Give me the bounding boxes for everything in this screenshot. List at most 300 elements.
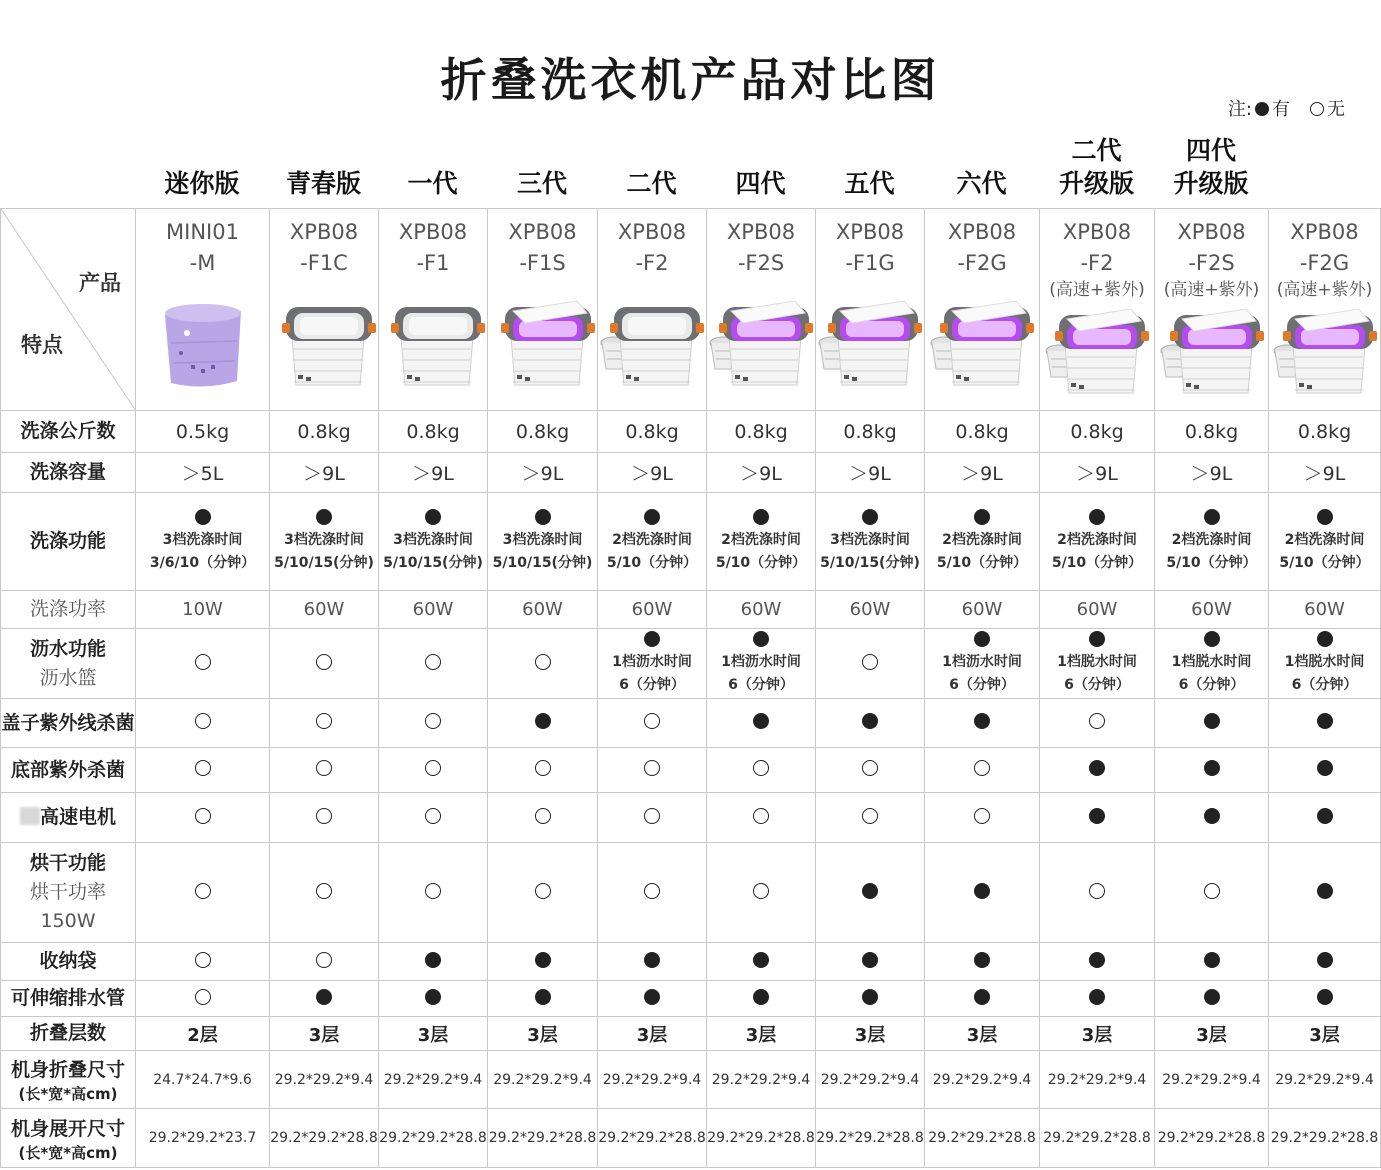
empty-circle-icon	[753, 883, 769, 899]
empty-circle-icon	[425, 713, 441, 729]
value-cell: 60W	[270, 591, 379, 629]
empty-circle-icon	[535, 883, 551, 899]
row-label	[1, 493, 136, 591]
feature-note: 6（分钟）	[949, 676, 1015, 693]
empty-circle-icon	[425, 760, 441, 776]
version-text	[844, 167, 894, 200]
value-cell: 29.2*29.2*28.8	[1269, 1109, 1381, 1168]
mark-cell	[925, 699, 1040, 748]
value-cell: ＞9L	[1155, 453, 1269, 493]
model-name	[1155, 209, 1268, 301]
empty-circle-icon	[1089, 713, 1105, 729]
value-cell: 0.8kg	[1269, 411, 1381, 453]
product-image	[816, 293, 924, 397]
filled-dot-icon	[644, 989, 660, 1005]
value-cell: 3层	[925, 1017, 1040, 1051]
feature-note: 5/10（分钟）	[1279, 554, 1370, 571]
dry-function-row	[1, 843, 1381, 943]
row-label-text	[1, 849, 135, 878]
row-label-text	[1, 1115, 135, 1144]
filled-dot-icon	[535, 509, 551, 525]
mark-cell	[488, 981, 598, 1017]
feature-note: 6（分钟）	[1178, 676, 1245, 693]
model-name	[379, 209, 487, 279]
mark-wrap	[707, 631, 815, 651]
value-cell: 60W	[379, 591, 488, 629]
row-label-text	[1, 803, 135, 832]
product-cell	[1155, 209, 1269, 411]
comparison-table	[0, 208, 1381, 1168]
value-cell: ＞9L	[488, 453, 598, 493]
empty-circle-icon	[195, 760, 211, 776]
version-line: 迷你版	[164, 169, 240, 198]
model-line: -F2G	[1299, 251, 1350, 275]
row-label-main: 烘干功能	[29, 852, 106, 874]
version-label	[1039, 136, 1154, 208]
row-label-text	[1, 1019, 135, 1048]
mark-cell	[270, 793, 379, 843]
filled-dot-icon	[1317, 509, 1333, 525]
value-cell: 29.2*29.2*28.8	[1155, 1109, 1269, 1168]
product-image	[136, 293, 269, 397]
blurred-brand	[20, 807, 40, 825]
washer-image	[1273, 301, 1377, 401]
mark-cell	[379, 699, 488, 748]
filled-dot-icon	[316, 989, 332, 1005]
feature-note: 1档沥水时间	[721, 653, 801, 670]
version-label	[924, 140, 1039, 208]
mark-cell	[270, 843, 379, 943]
row-label	[1, 411, 136, 453]
feature-note: 1档脱水时间	[1284, 653, 1365, 670]
row-label	[1, 1109, 136, 1168]
drain-hose-row	[1, 981, 1381, 1017]
washer-image	[381, 293, 485, 393]
row-label-main: 洗涤功能	[29, 530, 106, 552]
legend-prefix: 注:	[1227, 99, 1252, 120]
value-cell: ＞9L	[707, 453, 816, 493]
product-image	[598, 293, 706, 397]
empty-circle-icon	[644, 713, 660, 729]
filled-dot-icon	[195, 509, 211, 525]
mark-cell	[379, 843, 488, 943]
empty-circle-icon	[316, 952, 332, 968]
empty-circle-icon	[195, 883, 211, 899]
feature-note: 5/10（分钟）	[715, 554, 807, 571]
version-label	[269, 140, 378, 208]
mark-cell	[136, 699, 270, 748]
value-cell: 29.2*29.2*9.4	[270, 1051, 379, 1109]
model-line: -F2	[1080, 251, 1114, 275]
value-cell: 29.2*29.2*28.8	[270, 1109, 379, 1168]
filled-dot-icon	[1089, 509, 1105, 525]
row-label-main: 洗涤公斤数	[20, 420, 116, 442]
feature-note: 3/6/10（分钟）	[149, 554, 256, 571]
empty-circle-icon	[644, 883, 660, 899]
mark-cell	[1155, 748, 1269, 793]
row-label-text	[1, 417, 135, 446]
row-label-text	[1, 756, 135, 785]
value-cell: 29.2*29.2*9.4	[925, 1051, 1040, 1109]
row-label-sub: (长*宽*高cm)	[18, 1085, 118, 1103]
model-line: -F1	[416, 251, 450, 275]
feature-note: 2档洗涤时间	[1057, 531, 1137, 548]
version-line: 青春版	[285, 169, 361, 198]
feature-note: 3档洗涤时间	[830, 531, 910, 548]
product-row	[1, 209, 1381, 411]
mark-cell	[707, 748, 816, 793]
mark-cell	[707, 943, 816, 981]
row-label	[1, 748, 136, 793]
filled-dot-icon	[1204, 631, 1220, 647]
row-label-main: 收纳袋	[39, 950, 97, 972]
product-image	[925, 293, 1039, 397]
value-cell: 29.2*29.2*9.4	[1155, 1051, 1269, 1109]
model-line: XPB08	[1062, 220, 1132, 244]
model-line: -F2G	[957, 251, 1007, 275]
filled-dot-icon	[862, 883, 878, 899]
filled-dot-icon	[974, 631, 990, 647]
product-image	[707, 293, 815, 397]
mark-cell	[136, 843, 270, 943]
corner-feature-label: 特点	[21, 333, 63, 357]
feature-cell	[1269, 493, 1381, 591]
feature-cell	[707, 629, 816, 699]
mark-wrap	[707, 509, 815, 529]
mark-wrap	[379, 654, 487, 674]
value-cell: 60W	[707, 591, 816, 629]
mark-cell	[925, 981, 1040, 1017]
wash-function-row	[1, 493, 1381, 591]
filled-dot-icon	[1317, 883, 1333, 899]
version-label	[378, 140, 487, 208]
mini-washer-image	[151, 293, 255, 393]
filled-dot-icon	[974, 509, 990, 525]
version-line: 四代	[735, 169, 786, 198]
value-cell: 0.8kg	[488, 411, 598, 453]
feature-note: 6（分钟）	[1291, 676, 1358, 693]
value-cell: 29.2*29.2*9.4	[816, 1051, 925, 1109]
model-name	[488, 209, 597, 279]
value-cell: 60W	[488, 591, 598, 629]
mark-wrap	[270, 654, 378, 674]
model-line: XPB08	[947, 220, 1017, 244]
product-cell	[270, 209, 379, 411]
mark-cell	[1040, 981, 1155, 1017]
product-image	[1040, 301, 1154, 405]
feature-cell	[816, 629, 925, 699]
mark-cell	[1155, 943, 1269, 981]
empty-circle-icon	[1310, 102, 1324, 116]
value-cell: 29.2*29.2*9.4	[1040, 1051, 1155, 1109]
version-text	[517, 167, 567, 200]
row-label-text	[1, 458, 135, 487]
mark-cell	[488, 793, 598, 843]
version-text	[735, 167, 785, 200]
empty-circle-icon	[753, 808, 769, 824]
mark-cell	[488, 843, 598, 943]
row-label	[1, 981, 136, 1017]
filled-dot-icon	[974, 952, 990, 968]
empty-circle-icon	[1089, 883, 1105, 899]
value-cell: 10W	[136, 591, 270, 629]
product-cell	[136, 209, 270, 411]
empty-circle-icon	[644, 808, 660, 824]
value-cell: 3层	[816, 1017, 925, 1051]
mark-cell	[598, 793, 707, 843]
feature-note: 5/10/15(分钟)	[383, 554, 483, 571]
feature-cell	[598, 493, 707, 591]
mark-cell	[707, 843, 816, 943]
filled-dot-icon	[1317, 808, 1333, 824]
mark-cell	[1040, 943, 1155, 981]
product-cell	[1269, 209, 1381, 411]
product-cell	[925, 209, 1040, 411]
model-name	[925, 209, 1039, 279]
value-cell: 0.8kg	[1155, 411, 1269, 453]
value-cell: 29.2*29.2*9.4	[707, 1051, 816, 1109]
version-line: 升级版	[1173, 169, 1249, 198]
value-cell: 29.2*29.2*9.4	[598, 1051, 707, 1109]
row-label-main: 洗涤功率	[29, 598, 106, 620]
feature-cell	[1040, 493, 1155, 591]
product-cell	[707, 209, 816, 411]
model-name	[1040, 209, 1154, 301]
feature-note: 6（分钟）	[619, 676, 685, 693]
empty-circle-icon	[974, 760, 990, 776]
filled-dot-icon	[1089, 808, 1105, 824]
feature-note: 2档洗涤时间	[942, 531, 1022, 548]
row-label-sub: 烘干功率	[29, 881, 106, 903]
feature-cell	[1155, 629, 1269, 699]
mark-cell	[488, 699, 598, 748]
value-cell: ＞9L	[925, 453, 1040, 493]
feature-cell	[1269, 629, 1381, 699]
mark-cell	[379, 748, 488, 793]
mark-wrap	[1040, 631, 1154, 651]
version-text	[956, 167, 1006, 200]
empty-circle-icon	[316, 883, 332, 899]
mark-wrap	[1040, 509, 1154, 529]
filled-dot-icon	[425, 952, 441, 968]
power-row	[1, 591, 1381, 629]
value-cell: 29.2*29.2*9.4	[488, 1051, 598, 1109]
mark-cell	[488, 943, 598, 981]
value-cell: 3层	[1269, 1017, 1381, 1051]
filled-dot-icon	[753, 989, 769, 1005]
empty-circle-icon	[1204, 883, 1220, 899]
washer-image	[1045, 301, 1149, 401]
filled-dot-icon	[862, 989, 878, 1005]
value-cell: 29.2*29.2*23.7	[136, 1109, 270, 1168]
empty-circle-icon	[425, 883, 441, 899]
corner-cell	[1, 209, 136, 411]
filled-dot-icon	[1089, 760, 1105, 776]
empty-circle-icon	[535, 654, 551, 670]
value-cell: 29.2*29.2*28.8	[379, 1109, 488, 1168]
row-label	[1, 793, 136, 843]
value-cell: 3层	[488, 1017, 598, 1051]
model-line: -F1G	[845, 251, 895, 275]
feature-cell	[379, 493, 488, 591]
mark-cell	[707, 981, 816, 1017]
feature-note: 2档洗涤时间	[1284, 531, 1365, 548]
model-line: XPB08	[508, 220, 577, 244]
filled-dot-icon	[1317, 952, 1333, 968]
value-cell: 0.5kg	[136, 411, 270, 453]
filled-dot-icon	[753, 509, 769, 525]
feature-note: 5/10（分钟）	[606, 554, 698, 571]
empty-circle-icon	[316, 808, 332, 824]
mark-cell	[1040, 843, 1155, 943]
product-cell	[598, 209, 707, 411]
version-text	[164, 167, 239, 200]
version-text	[626, 167, 676, 200]
model-line: XPB08	[617, 220, 687, 244]
legend-yes: 有	[1272, 99, 1290, 120]
feature-note: 3档洗涤时间	[502, 531, 583, 548]
empty-circle-icon	[644, 760, 660, 776]
value-cell: ＞9L	[1040, 453, 1155, 493]
mark-wrap	[816, 654, 924, 674]
model-name	[707, 209, 815, 279]
row-label	[1, 943, 136, 981]
version-text	[407, 167, 457, 200]
value-cell: 3层	[270, 1017, 379, 1051]
feature-note: 6（分钟）	[1064, 676, 1130, 693]
product-cell	[488, 209, 598, 411]
mark-cell	[379, 981, 488, 1017]
empty-circle-icon	[535, 760, 551, 776]
feature-cell	[707, 493, 816, 591]
version-line: 一代	[407, 169, 458, 198]
feature-note: 2档洗涤时间	[721, 531, 801, 548]
capacity-row	[1, 411, 1381, 453]
row-label-sub: 150W	[40, 910, 96, 932]
mark-wrap	[598, 631, 706, 651]
filled-dot-icon	[862, 713, 878, 729]
row-label-main: 机身展开尺寸	[10, 1117, 125, 1140]
mark-wrap	[1269, 509, 1380, 529]
row-label	[1, 591, 136, 629]
filled-dot-icon	[425, 509, 441, 525]
model-line: XPB08	[835, 220, 905, 244]
feature-note: 5/10/15(分钟)	[492, 554, 593, 571]
model-line: MINI01	[166, 220, 239, 244]
folded-size-row	[1, 1051, 1381, 1109]
filled-dot-icon	[425, 989, 441, 1005]
version-line: 六代	[956, 169, 1007, 198]
filled-dot-icon	[535, 713, 551, 729]
row-label-text	[1, 1056, 135, 1085]
mark-cell	[1155, 699, 1269, 748]
value-cell: 29.2*29.2*28.8	[488, 1109, 598, 1168]
row-label-main: 洗涤容量	[29, 461, 106, 483]
empty-circle-icon	[316, 760, 332, 776]
filled-dot-icon	[974, 883, 990, 899]
version-text	[286, 167, 361, 200]
version-line: 二代	[626, 169, 677, 198]
mark-cell	[270, 748, 379, 793]
model-line: XPB08	[398, 220, 468, 244]
feature-cell	[488, 629, 598, 699]
feature-note: 1档脱水时间	[1057, 653, 1137, 670]
mark-wrap	[598, 509, 706, 529]
filled-dot-icon	[1204, 760, 1220, 776]
value-cell: 0.8kg	[598, 411, 707, 453]
legend	[1228, 95, 1345, 121]
model-note: (高速+紫外)	[1276, 280, 1373, 300]
mark-cell	[1269, 699, 1381, 748]
washer-image	[491, 293, 595, 393]
corner-product-label: 产品	[79, 271, 121, 295]
row-label	[1, 1017, 136, 1051]
row-label-main: 底部紫外杀菌	[10, 758, 125, 781]
feature-note: 3档洗涤时间	[162, 531, 243, 548]
feature-note: 5/10（分钟）	[1166, 554, 1257, 571]
value-cell: 29.2*29.2*9.4	[379, 1051, 488, 1109]
mark-cell	[270, 699, 379, 748]
mark-wrap	[136, 509, 269, 529]
feature-note: 1档沥水时间	[612, 653, 692, 670]
washer-image	[600, 293, 704, 393]
mark-cell	[598, 843, 707, 943]
filled-dot-icon	[1204, 509, 1220, 525]
empty-circle-icon	[195, 713, 211, 729]
mark-cell	[816, 793, 925, 843]
filled-dot-icon	[1204, 808, 1220, 824]
value-cell: 3层	[598, 1017, 707, 1051]
feature-cell	[136, 493, 270, 591]
filled-dot-icon	[1255, 102, 1269, 116]
page-title: 折叠洗衣机产品对比图	[440, 53, 941, 107]
model-name	[598, 209, 706, 279]
empty-circle-icon	[425, 808, 441, 824]
value-cell: 3层	[379, 1017, 488, 1051]
feature-cell	[925, 629, 1040, 699]
mark-wrap	[379, 509, 487, 529]
feature-note: 1档脱水时间	[1171, 653, 1252, 670]
mark-cell	[925, 793, 1040, 843]
version-label	[1154, 136, 1268, 208]
empty-circle-icon	[195, 989, 211, 1005]
value-cell: 0.8kg	[1040, 411, 1155, 453]
value-cell: 29.2*29.2*9.4	[1269, 1051, 1381, 1109]
filled-dot-icon	[1317, 989, 1333, 1005]
feature-cell	[136, 629, 270, 699]
mark-cell	[816, 943, 925, 981]
value-cell: 60W	[816, 591, 925, 629]
feature-note: 5/10/15(分钟)	[274, 554, 374, 571]
version-text	[1059, 134, 1134, 200]
model-name	[816, 209, 924, 279]
row-label	[1, 1051, 136, 1109]
model-note: (高速+紫外)	[1163, 280, 1260, 300]
model-name	[136, 209, 269, 279]
feature-note: 6（分钟）	[728, 676, 794, 693]
empty-circle-icon	[862, 654, 878, 670]
feature-note: 1档沥水时间	[942, 653, 1022, 670]
filled-dot-icon	[1089, 631, 1105, 647]
filled-dot-icon	[753, 713, 769, 729]
version-line: 四代	[1185, 136, 1236, 165]
filled-dot-icon	[1317, 760, 1333, 776]
empty-circle-icon	[862, 808, 878, 824]
mark-cell	[598, 943, 707, 981]
row-label-text	[1, 947, 135, 976]
mark-cell	[488, 748, 598, 793]
corner-diagonal	[1, 209, 136, 411]
